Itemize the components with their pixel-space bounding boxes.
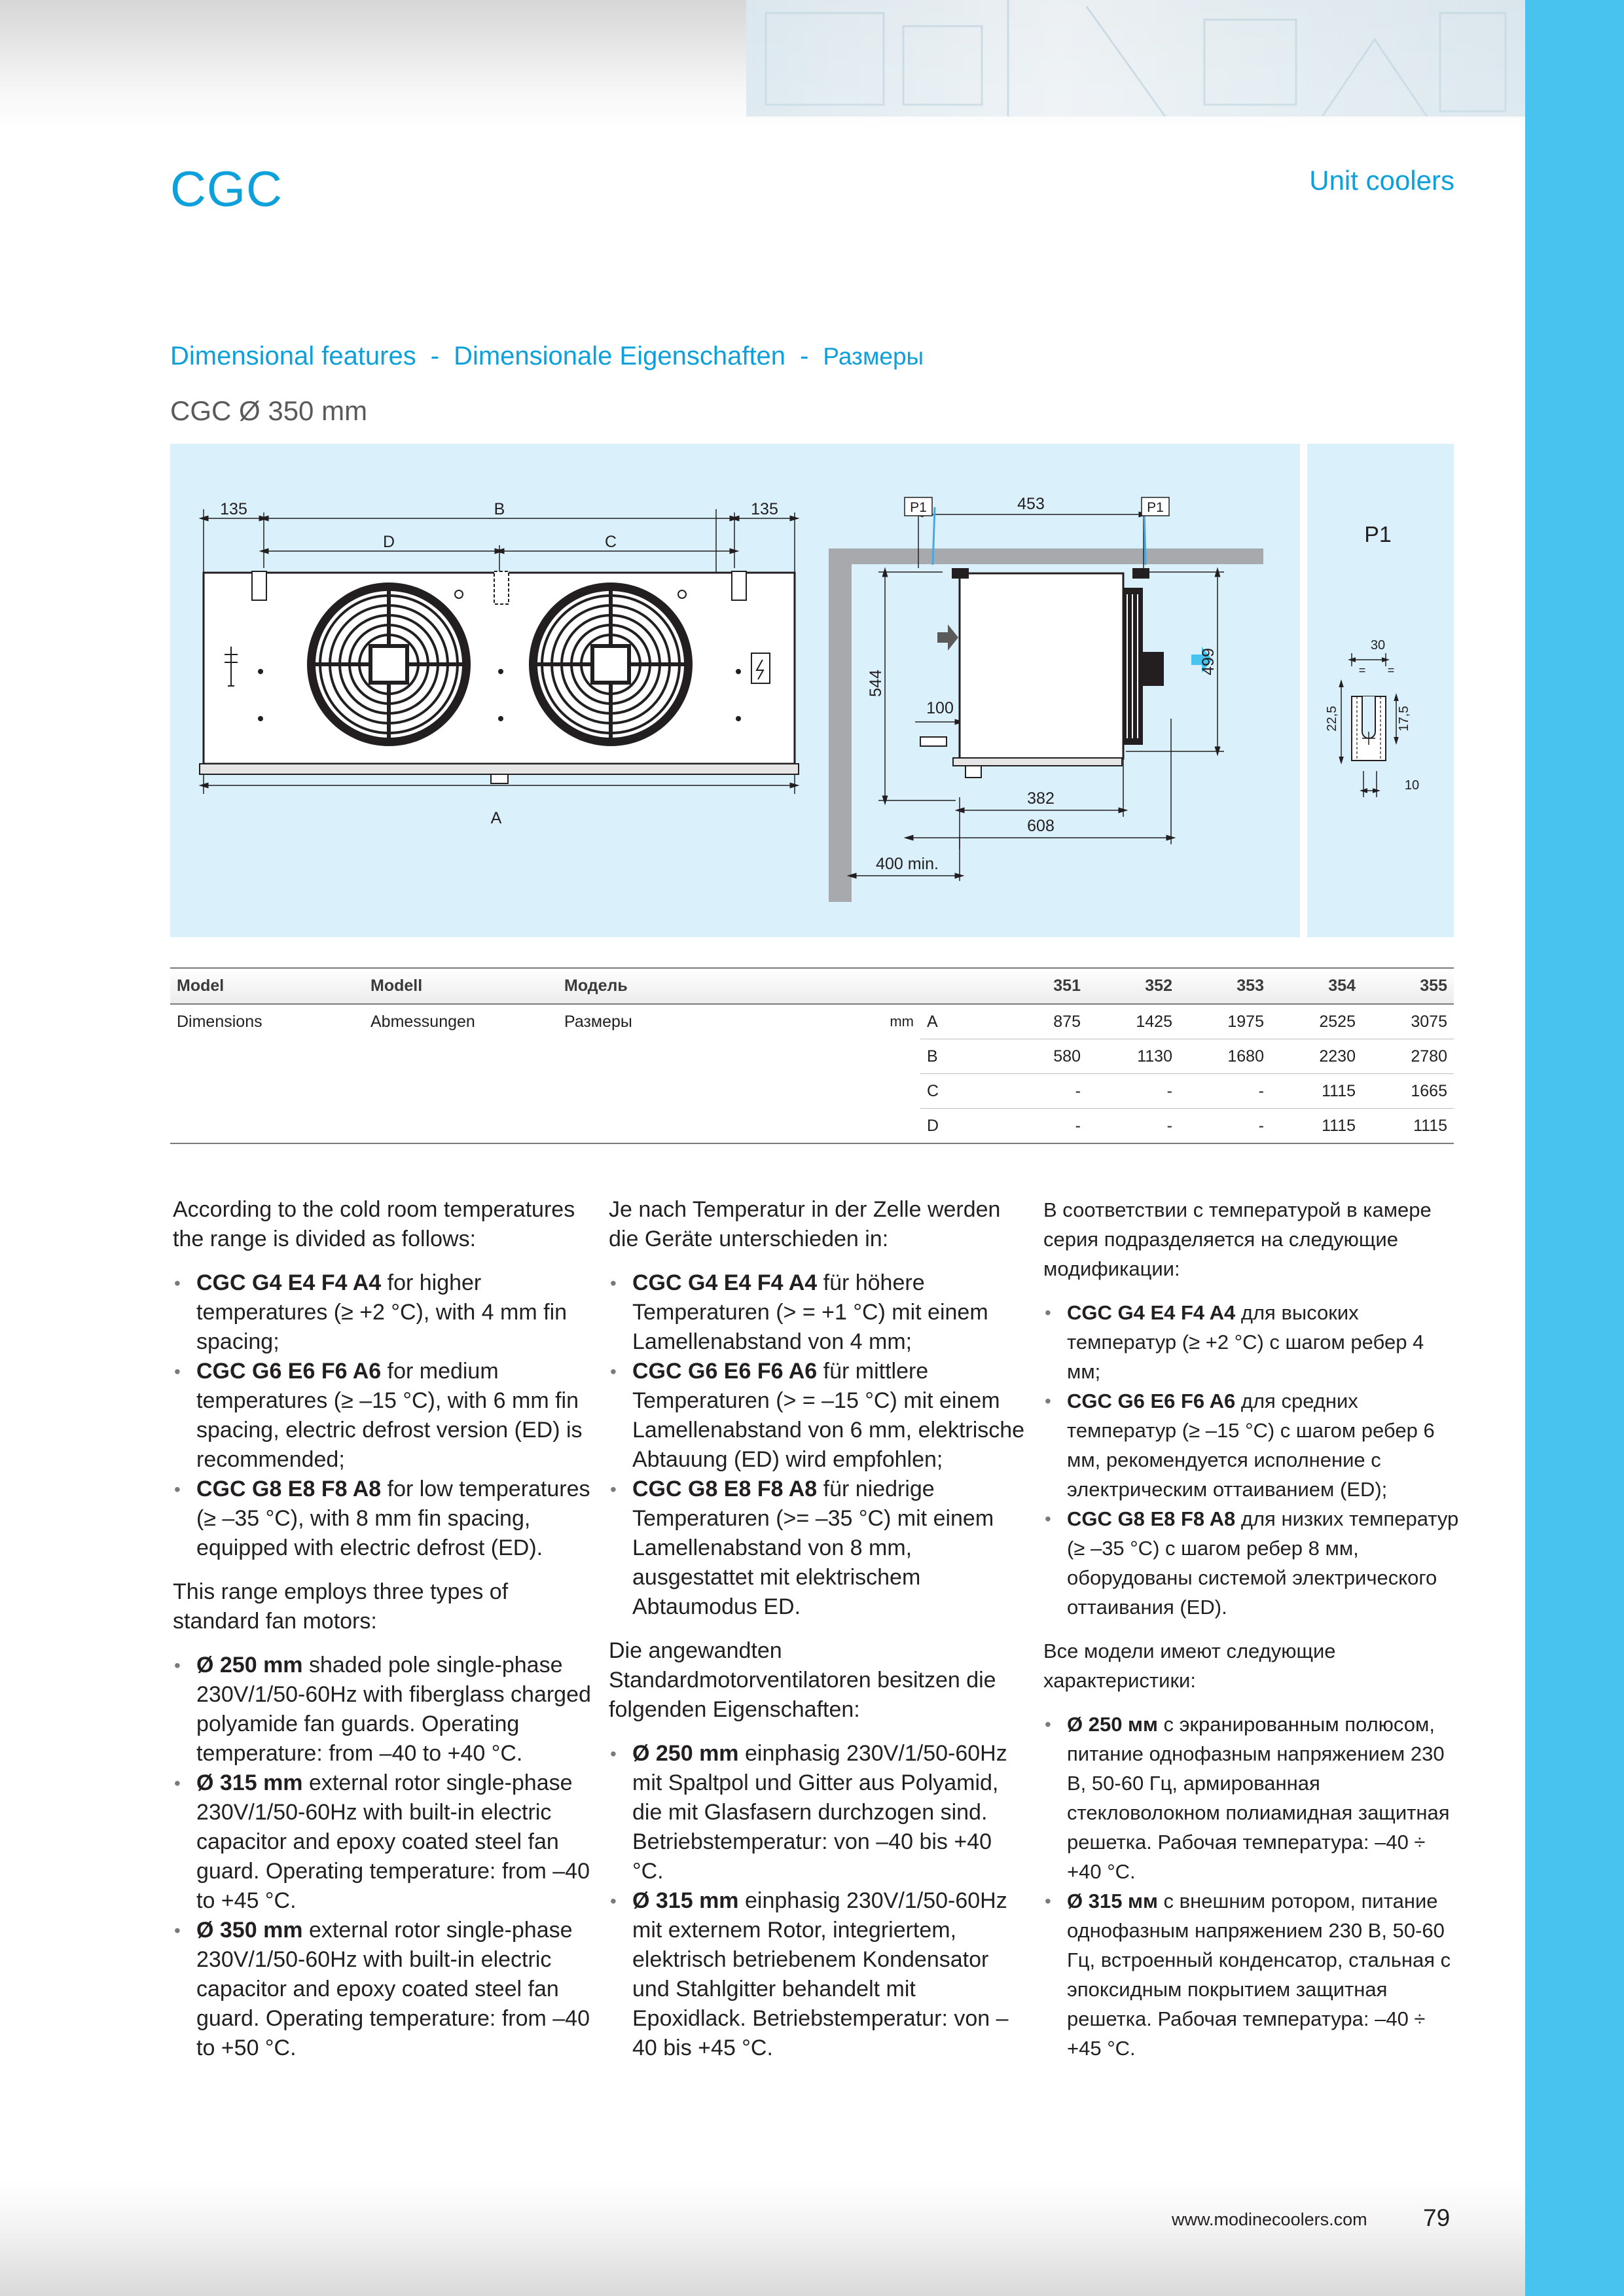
list-item: • Ø 350 mm external rotor single-phase 230V/1/50-60Hz with built-in electric capacitor and epoxy coated steel fan guard. Operating temperature: from –40 to +50 °C. [173,1916,592,2063]
table-row [170,1039,1454,1074]
cell-value: 1680 [1179,1039,1271,1074]
dim-front-b: B [494,500,505,518]
label-ru: Размеры [564,1012,632,1031]
dim-front-c: C [604,533,617,551]
range-list [173,1268,592,1563]
detail-label: P1 [1364,522,1392,547]
cell-value: 2230 [1271,1039,1362,1074]
side-view [829,495,1263,902]
motors-intro: Все модели имеют следующие характеристики: [1043,1640,1336,1692]
heading-ru: Размеры [823,343,924,370]
dim-detail-eq-right: = [1387,664,1395,677]
list-item: • CGC G6 E6 F6 A6 for medium temperatures (≥ –15 °C), with 6 mm fin spacing, electric defrost version (ED) is recommended; [173,1357,592,1475]
header-letter-spacer [920,968,996,1004]
list-item: • CGC G4 E4 F4 A4 for higher temperatures (≥ +2 °C), with 4 mm fin spacing; [173,1268,592,1357]
dim-side-382: 382 [1027,789,1055,808]
front-view [200,500,799,827]
list-item: • Ø 315 mm einphasig 230V/1/50-60Hz mit externem Rotor, integriertem, elektrisch betriebenem Kondensator und Stahlgitter behandelt mit Epoxidlack. Betriebstemperatur: von –40 bis +45 °C. [609,1886,1028,2063]
header-unit-spacer [859,968,920,1004]
list-item: • CGC G6 E6 F6 A6 für mittlere Temperaturen (> = –15 °C) mit einem Lamellenabstand von 6 mm, elektrische Abtauung (ED) wird empfohlen; [609,1357,1028,1475]
cell-value: - [1087,1074,1179,1109]
dimension-drawing [170,444,1300,937]
motors-list [609,1739,1028,2063]
list-item: • CGC G8 E8 F8 A8 для низких температур (≥ –35 °C) с шагом ребер 8 мм, оборудованы системой электрического оттаивания (ED). [1043,1504,1462,1622]
list-item: • CGC G8 E8 F8 A8 for low temperatures (≥ –35 °C), with 8 mm fin spacing, equipped with electric defrost (ED). [173,1475,592,1563]
header-model-352: 352 [1087,968,1179,1004]
dim-front-d: D [382,533,395,551]
label-de: Abmessungen [370,1012,475,1031]
list-item: • CGC G8 E8 F8 A8 für niedrige Temperaturen (>= –35 °C) mit einem Lamellenabstand von 8 mm, ausgestattet mit elektrischem Abtaumodus ED. [609,1475,1028,1622]
side-p1-left: P1 [910,500,927,515]
cell-value: 3075 [1362,1004,1454,1039]
heading-separator: - [430,342,440,370]
cell-value: 1975 [1179,1004,1271,1039]
dim-side-400min: 400 min. [876,855,939,873]
heading-de: Dimensionale Eigenschaften [454,342,786,370]
header-model-354: 354 [1271,968,1362,1004]
row-letter: C [920,1074,996,1109]
header-model-355: 355 [1362,968,1454,1004]
row-letter: D [920,1109,996,1144]
cell-value: 875 [996,1004,1087,1039]
dim-side-608: 608 [1027,817,1055,835]
dim-front-135-left: 135 [220,500,247,518]
footer-band [0,2179,1525,2296]
cell-value: 1425 [1087,1004,1179,1039]
list-item: • Ø 250 mm shaded pole single-phase 230V/1/50-60Hz with fiberglass charged polyamide fan guards. Operating temperature: from –40 to +40 °C. [173,1651,592,1768]
header-photo-strip [746,0,1525,117]
table-row [170,1109,1454,1144]
fan-left [307,583,471,746]
side-color-bar [1525,0,1624,2296]
dimension-table [170,967,1454,1144]
dim-detail-10: 10 [1404,778,1420,793]
list-item: • Ø 315 мм с внешним ротором, питание однофазным напряжением 230 В, 50-60 Гц, встроенный конденсатор, стальная с эпоксидным покрытием защитная решетка. Рабочая температура: –40 ÷ +45 °C. [1043,1886,1462,2063]
header-model-de: Modell [364,968,558,1004]
cell-value: 1115 [1362,1109,1454,1144]
motors-intro: Die angewandten Standardmotorventilatoren besitzen die folgenden Eigenschaften: [609,1638,996,1722]
footer-url[interactable]: www.modinecoolers.com [1172,2210,1367,2229]
cell-value: 2525 [1271,1004,1362,1039]
dim-front-a: A [490,809,502,827]
dim-detail-22-5: 22,5 [1325,706,1339,732]
row-letter: A [920,1004,996,1039]
p1-detail-drawing [1307,444,1454,937]
intro-paragraph: Je nach Temperatur in der Zelle werden die Geräte unterschieden in: [609,1197,1001,1251]
heading-separator: - [800,342,809,370]
unit: mm [890,1013,914,1030]
cell-value: 580 [996,1039,1087,1074]
table-header-row [170,968,1454,1004]
cell-value: 1130 [1087,1039,1179,1074]
list-item: • Ø 315 mm external rotor single-phase 230V/1/50-60Hz with built-in electric capacitor and epoxy coated steel fan guard. Operating temperature: from –40 to +45 °C. [173,1768,592,1916]
motors-list [1043,1710,1462,2063]
cell-value: - [1179,1109,1271,1144]
cell-value: - [1179,1074,1271,1109]
text-column-de [609,1195,1028,2077]
header-model-351: 351 [996,968,1087,1004]
cell-value: 1115 [1271,1109,1362,1144]
heading-en: Dimensional features [170,342,416,370]
model-subheading: CGC Ø 350 mm [170,395,368,426]
intro-paragraph: According to the cold room temperatures the range is divided as follows: [173,1197,575,1251]
side-p1-right: P1 [1147,500,1164,515]
list-item: • Ø 250 mm einphasig 230V/1/50-60Hz mit Spaltpol und Gitter aus Polyamid, die mit Glasfasern durchzogen sind. Betriebstemperatur: von –40 bis +40 °C. [609,1739,1028,1886]
header-model-en: Model [170,968,364,1004]
dim-detail-17-5: 17,5 [1397,706,1411,732]
intro-paragraph: В соответствии с температурой в камере серия подразделяется на следующие модификации: [1043,1198,1432,1280]
cell-value: 1665 [1362,1074,1454,1109]
range-list [609,1268,1028,1622]
text-column-ru [1043,1195,1462,2077]
list-item: • Ø 250 мм с экранированным полюсом, питание однофазным напряжением 230 В, 50-60 Гц, армированная стекловолокном полиамидная защитная решетка. Рабочая температура: –40 ÷ +40 °C. [1043,1710,1462,1886]
cell-value: - [1087,1109,1179,1144]
dim-side-453: 453 [1017,495,1045,513]
list-item: • CGC G4 E4 F4 A4 für höhere Temperaturen (> = +1 °C) mit einem Lamellenabstand von 4 mm; [609,1268,1028,1357]
list-item: • CGC G4 E4 F4 A4 для высоких температур (≥ +2 °C) с шагом ребер 4 мм; [1043,1298,1462,1386]
header-model-ru: Модель [558,968,859,1004]
dim-side-100: 100 [926,699,954,717]
dim-detail-30: 30 [1370,638,1386,653]
table-row [170,1004,1454,1039]
list-item: • CGC G6 E6 F6 A6 для средних температур (≥ –15 °C) с шагом ребер 6 мм, рекомендуется исполнение с электрическим оттаиванием (ED); [1043,1386,1462,1504]
page-number: 79 [1423,2204,1451,2231]
category-label: Unit coolers [1309,165,1454,196]
cell-value: - [996,1109,1087,1144]
text-column-en [173,1195,592,2077]
motors-list [173,1651,592,2063]
dim-side-499: 499 [1199,648,1218,675]
cell-value: 1115 [1271,1074,1362,1109]
header-model-353: 353 [1179,968,1271,1004]
section-heading [170,342,924,371]
fan-right [529,583,693,746]
cell-value: - [996,1074,1087,1109]
range-list [1043,1298,1462,1622]
cell-value: 2780 [1362,1039,1454,1074]
label-en: Dimensions [177,1012,262,1031]
row-letter: B [920,1039,996,1074]
dim-detail-eq-left: = [1358,664,1366,677]
page-title: CGC [170,162,283,217]
motors-intro: This range employs three types of standard fan motors: [173,1579,509,1634]
table-row [170,1074,1454,1109]
dim-side-544: 544 [867,670,885,697]
dim-front-135-right: 135 [751,500,778,518]
